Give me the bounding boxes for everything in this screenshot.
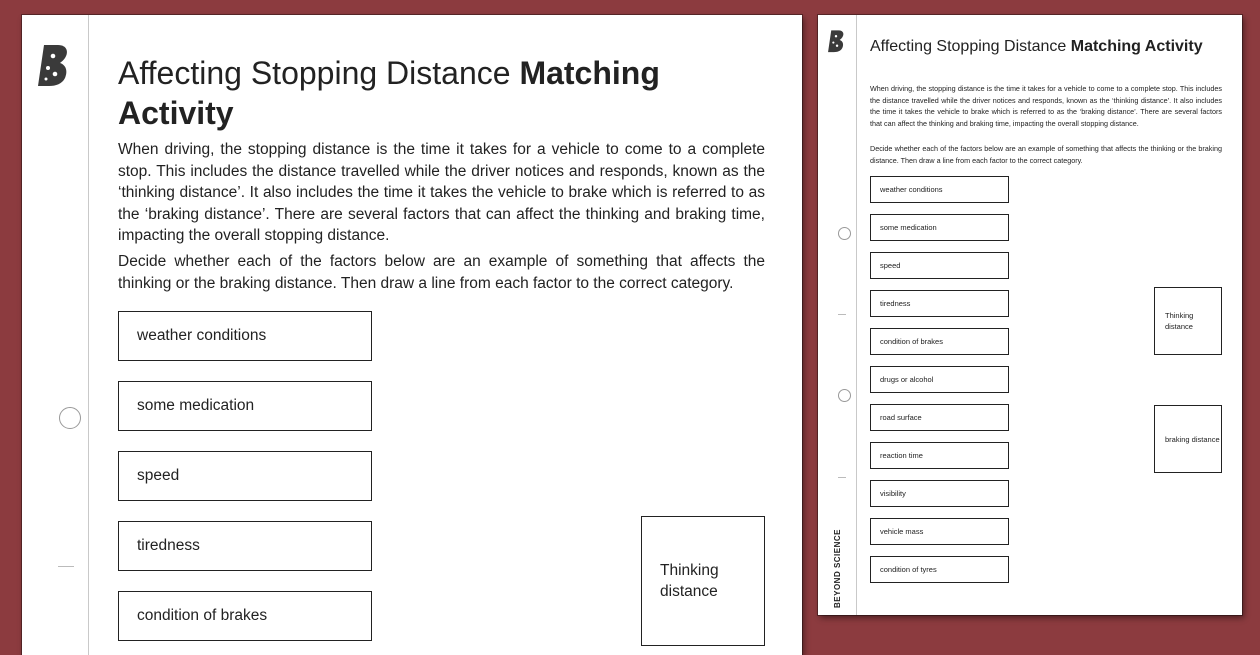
margin-dash <box>838 314 846 315</box>
factor-box-reaction-time[interactable]: reaction time <box>870 442 1009 469</box>
margin-line <box>856 15 857 615</box>
category-box-thinking-distance[interactable]: Thinking distance <box>641 516 765 646</box>
intro-paragraph: When driving, the stopping distance is the time it takes for a vehicle to come to a complete stop. This includes the distance travelled while the driver notices and responds, known as the ‘thinking distance’. It also includes the time it takes the vehicle to brake which is referred to as the ‘braking distance’. There are several factors that can affect the thinking and braking time, impacting the overall stopping distance. <box>118 141 765 244</box>
punch-hole <box>838 389 851 402</box>
intro-paragraph: When driving, the stopping distance is the time it takes for a vehicle to come to a complete stop. This includes the distance travelled while the driver notices and responds, known as the ‘thinking distance’. It also includes the time it takes the vehicle to brake which is referred to as the ‘braking distance’. There are several factors that can affect the thinking and braking time, impacting the overall stopping distance. <box>870 84 1222 128</box>
margin-dash <box>838 477 846 478</box>
factor-box-tiredness[interactable]: tiredness <box>118 521 372 571</box>
margin-line <box>88 15 89 655</box>
page-title: Affecting Stopping Distance Matching Activity <box>870 38 1203 55</box>
factor-box-some-medication[interactable]: some medication <box>870 214 1009 241</box>
brand-label: BEYOND SCIENCE <box>832 528 842 608</box>
worksheet-page-thumbnail <box>818 15 1242 615</box>
factor-box-condition-of-brakes[interactable]: condition of brakes <box>870 328 1009 355</box>
factor-box-speed[interactable]: speed <box>118 451 372 501</box>
worksheet-page-large <box>22 15 802 655</box>
instruction-paragraph: Decide whether each of the factors below are an example of something that affects the thinking or the braking distance. Then draw a line from each factor to the correct category. <box>870 144 1222 165</box>
factor-box-weather-conditions[interactable]: weather conditions <box>118 311 372 361</box>
category-box-thinking-distance[interactable]: Thinking distance <box>1154 287 1222 355</box>
instruction-paragraph: Decide whether each of the factors below are an example of something that affects the thinking or the braking distance. Then draw a line from each factor to the correct category. <box>118 253 765 292</box>
factor-box-road-surface[interactable]: road surface <box>870 404 1009 431</box>
punch-hole <box>59 407 81 429</box>
category-box-braking-distance[interactable]: braking distance <box>1154 405 1222 473</box>
factor-box-visibility[interactable]: visibility <box>870 480 1009 507</box>
factor-box-drugs-or-alcohol[interactable]: drugs or alcohol <box>870 366 1009 393</box>
factor-box-speed[interactable]: speed <box>870 252 1009 279</box>
margin-dash <box>58 566 74 567</box>
punch-hole <box>838 227 851 240</box>
beyond-logo-icon <box>36 43 70 87</box>
factor-box-condition-of-brakes[interactable]: condition of brakes <box>118 591 372 641</box>
factor-box-condition-of-tyres[interactable]: condition of tyres <box>870 556 1009 583</box>
factor-box-vehicle-mass[interactable]: vehicle mass <box>870 518 1009 545</box>
page-title: Affecting Stopping Distance Matching Activity <box>118 55 660 131</box>
factor-box-weather-conditions[interactable]: weather conditions <box>870 176 1009 203</box>
factor-box-some-medication[interactable]: some medication <box>118 381 372 431</box>
factor-box-tiredness[interactable]: tiredness <box>870 290 1009 317</box>
beyond-logo-icon <box>827 29 845 53</box>
